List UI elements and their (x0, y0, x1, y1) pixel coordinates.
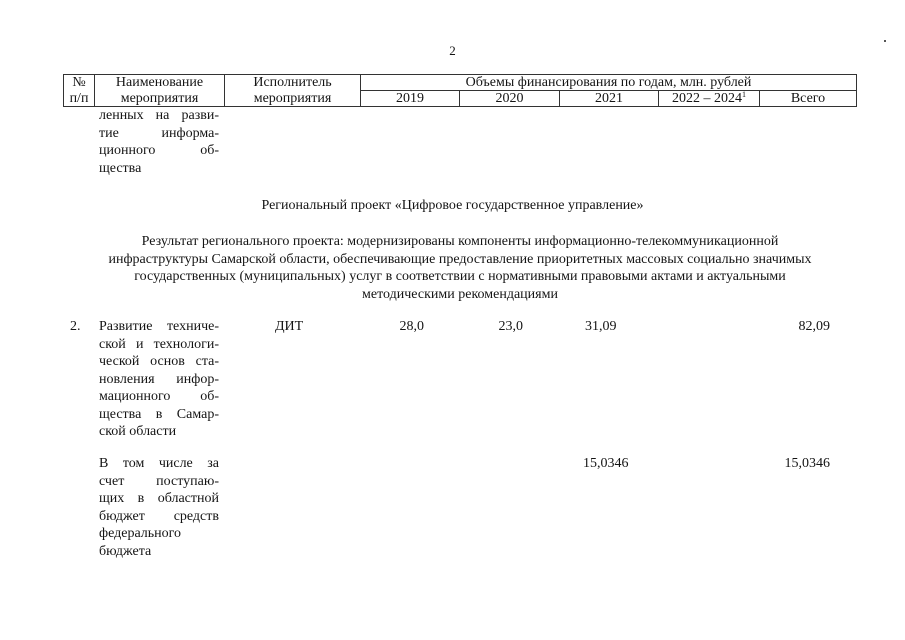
subrow-name (99, 455, 219, 560)
row-name-line: Развитие техниче- (99, 319, 219, 334)
header-total: Всего (760, 91, 857, 107)
footnote-mark: 1 (742, 90, 746, 99)
subrow-name-line: бюджета (99, 543, 152, 559)
header-funding-title: Объемы финансирования по годам, млн. рублей (361, 75, 857, 91)
subrow-name-line: федерального (99, 526, 182, 541)
page-number: 2 (449, 43, 456, 58)
result-line: государственных (муниципальных) услуг в соответствии с нормативными правовыми актами и актуальными (134, 269, 786, 284)
funding-table-header (63, 74, 857, 107)
result-line: методическими рекомендациями (362, 286, 558, 302)
row-value-total: 82,09 (798, 319, 830, 334)
header-year-2020: 2020 (460, 91, 560, 107)
row-name-line: ской области (99, 424, 177, 439)
subrow-name-line: щих в областной (99, 491, 219, 506)
continued-line: ционного об- (99, 143, 219, 158)
header-year-2022-2024 (659, 91, 760, 107)
continued-line: ленных на разви- (99, 108, 219, 123)
section-title: Региональный проект «Цифровое государственное управление» (261, 198, 644, 213)
subrow-name-line: счет поступаю- (99, 473, 219, 489)
subrow-value-2021: 15,0346 (583, 456, 629, 471)
row-name-line: ческой основ ста- (99, 354, 219, 369)
row-name-line: мационного об- (99, 389, 219, 404)
header-executor-top: Исполнитель (225, 75, 361, 91)
header-number-bottom: п/п (64, 91, 95, 107)
row-value-2019: 28,0 (399, 319, 424, 334)
header-name-top: Наименование (95, 75, 225, 91)
row-executor: ДИТ (275, 319, 304, 334)
row-name-line: ской и технологи- (99, 336, 219, 352)
header-number-top: № (64, 75, 95, 91)
row-value-2020: 23,0 (498, 319, 523, 334)
continued-row-name (99, 107, 219, 177)
header-year-2021: 2021 (560, 91, 659, 107)
subrow-value-total: 15,0346 (784, 456, 830, 471)
header-year-range-label: 2022 – 2024 (672, 91, 742, 106)
scan-speck (884, 40, 886, 42)
row-number: 2. (70, 319, 81, 334)
header-name-bottom: мероприятия (95, 91, 225, 107)
result-line: инфраструктуры Самарской области, обеспечивающие предоставление приоритетных массовых социально значимых (108, 251, 812, 267)
row-name-line: новления инфор- (99, 371, 219, 387)
row-value-2021: 31,09 (585, 319, 617, 334)
header-year-2019: 2019 (361, 91, 460, 107)
result-text (60, 233, 860, 303)
subrow-name-line: бюджет средств (99, 508, 219, 524)
result-line: Результат регионального проекта: модернизированы компоненты информационно-телекоммуникационной (141, 234, 779, 249)
continued-line: щества (99, 160, 142, 176)
continued-line: тие информа- (99, 125, 219, 141)
row-name-line: щества в Самар- (99, 406, 219, 422)
subrow-name-line: В том числе за (99, 456, 219, 471)
row-name (99, 318, 219, 441)
header-executor-bottom: мероприятия (225, 91, 361, 107)
